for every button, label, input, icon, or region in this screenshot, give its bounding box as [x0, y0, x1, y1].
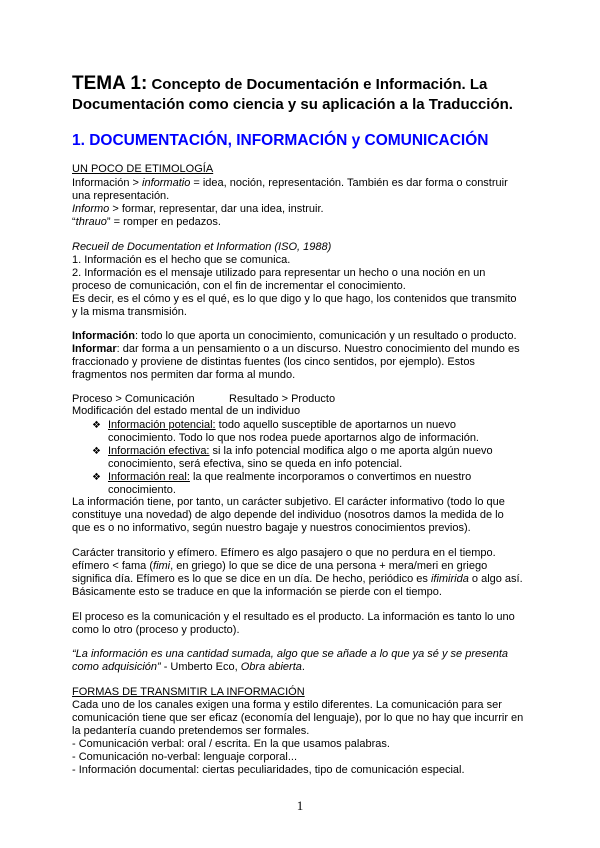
text-line: conocimiento. Todo lo que nos rodea puede aportarnos algo de información. [108, 432, 479, 444]
text-span: significa día. Efímero es lo que se dice en un día. De hecho, periódico es [72, 573, 431, 585]
text-span: efímero < fama ( [72, 560, 154, 572]
text-line [72, 560, 532, 573]
tema-label: TEMA 1: [72, 73, 148, 94]
text-span: o algo así. [468, 573, 523, 585]
text-span: . [301, 661, 305, 673]
bullet-item [108, 471, 568, 484]
text-line: Es decir, es el cómo y es el qué, es lo que digo y lo que hago, los contenidos que transmito [72, 293, 517, 305]
text-line: Modificación del estado mental de un individuo [72, 405, 301, 417]
text-line: Básicamente esto se traduce en que la información se pierde con el tiempo. [72, 586, 442, 598]
bullet-item [108, 445, 568, 458]
quote-line [72, 661, 532, 674]
text-line: la pedantería cuando pretendemos ser formales. [72, 725, 310, 737]
greek-term: fimi [153, 560, 171, 572]
text-line: proceso de comunicación, con el fin de incrementar el conocimiento. [72, 280, 406, 292]
text-line: - Información documental: ciertas peculiaridades, tipo de comunicación especial. [72, 764, 465, 776]
text-line: Carácter transitorio y efímero. Efímero es algo pasajero o que no perdura en el tiempo. [72, 547, 496, 559]
text-line: como lo otro (proceso y producto). [72, 624, 240, 636]
section-heading: 1. DOCUMENTACIÓN, INFORMACIÓN y COMUNICACIÓN [72, 132, 489, 149]
text-span: : todo lo que aporta un conocimiento, comunicación y un resultado o producto. [134, 330, 517, 342]
etimologia-heading: UN POCO DE ETIMOLOGÍA [72, 163, 214, 175]
text-span: = idea, noción, representación. También es dar forma o construir [190, 177, 508, 189]
text-span: ” = romper en pedazos. [106, 216, 221, 228]
text-line: que es o no informativo, según nuestro bagaje y nuestros conocimientos previos). [72, 522, 471, 534]
term: Informar [72, 343, 117, 355]
bullet-term: Información potencial: [108, 419, 216, 431]
diamond-bullet-icon: ❖ [92, 420, 101, 431]
text-line [72, 216, 532, 229]
greek-term: thrauo [75, 216, 107, 228]
text-span: si la info potencial modifica algo o me aporta algún nuevo [209, 445, 493, 457]
text-span: Información > [72, 177, 143, 189]
text-line: fragmentos nos permiten dar forma al mundo. [72, 369, 296, 381]
text-line: El proceso es la comunicación y el resultado es el producto. La información es tanto lo uno [72, 611, 515, 623]
diamond-bullet-icon: ❖ [92, 446, 101, 457]
text-line: Cada uno de los canales exigen una forma y estilo diferentes. La comunicación para ser [72, 699, 502, 711]
bullet-term: Información efectiva: [108, 445, 210, 457]
text-line: una representación. [72, 190, 170, 202]
quote-line: “La información es una cantidad sumada, algo que se añade a lo que ya sé y se presenta [72, 648, 509, 660]
bullet-item [108, 419, 568, 432]
text-line: 1. Información es el hecho que se comunica. [72, 254, 291, 266]
text-line [72, 177, 532, 190]
text-line [72, 573, 532, 586]
quote-author: - Umberto Eco, [160, 661, 241, 673]
text-span: la que realmente incorporamos o convertimos en nuestro [189, 471, 472, 483]
document-title-line-1 [72, 74, 487, 95]
definition-informacion [72, 330, 532, 343]
text-span: , en griego) lo que se dice de una persona + mera/meri en griego [170, 560, 488, 572]
term: Información [72, 330, 135, 342]
text-span: > formar, representar, dar una idea, instruir. [109, 203, 324, 215]
greek-term: ifimirida [430, 573, 469, 585]
text-line: comunicación tiene que ser eficaz (economía del lenguaje), por lo que no hay que incurrir en [72, 712, 524, 724]
text-line: conocimiento, será efectiva, sino se queda en info potencial. [108, 458, 403, 470]
text-line: - Comunicación no-verbal: lenguaje corporal... [72, 751, 298, 763]
document-title-line-2: Documentación como ciencia y su aplicación a la Traducción. [72, 96, 513, 113]
definition-informar [72, 343, 532, 356]
text-line: fraccionado y proviene de distintas fuentes (los cinco sentidos, por ejemplo). Estos [72, 356, 475, 368]
text-line: - Comunicación verbal: oral / escrita. En la que usamos palabras. [72, 738, 390, 750]
text-line: y la misma transmisión. [72, 306, 187, 318]
iso-reference: Recueil de Documentation et Information (ISO, 1988) [72, 241, 332, 253]
formas-heading: FORMAS DE TRANSMITIR LA INFORMACIÓN [72, 686, 305, 698]
text-span: “ [72, 216, 76, 228]
text-span: todo aquello susceptible de aportarnos un nuevo [215, 419, 456, 431]
title-text: Concepto de Documentación e Información. La [147, 76, 488, 93]
page-number: 1 [296, 798, 304, 813]
bullet-term: Información real: [108, 471, 190, 483]
latin-term: informatio [142, 177, 191, 189]
text-span: Proceso > Comunicación [72, 393, 195, 405]
text-line: conocimiento. [108, 484, 176, 496]
latin-term: Informo [72, 203, 110, 215]
diamond-bullet-icon: ❖ [92, 472, 101, 483]
text-line: constituye una novedad) de algo depende del individuo (nosotros damos la medida de lo [72, 509, 504, 521]
text-span: : dar forma a un pensamiento o a un discurso. Nuestro conocimiento del mundo es [116, 343, 520, 355]
text-span: Resultado > Producto [229, 393, 336, 405]
quote-work: Obra abierta [240, 661, 302, 673]
text-line: 2. Información es el mensaje utilizado para representar un hecho o una noción en un [72, 267, 486, 279]
text-line [72, 203, 532, 216]
text-line: La información tiene, por tanto, un carácter subjetivo. El carácter informativo (todo lo que [72, 496, 505, 508]
quote-text: como adquisición” [72, 661, 161, 673]
